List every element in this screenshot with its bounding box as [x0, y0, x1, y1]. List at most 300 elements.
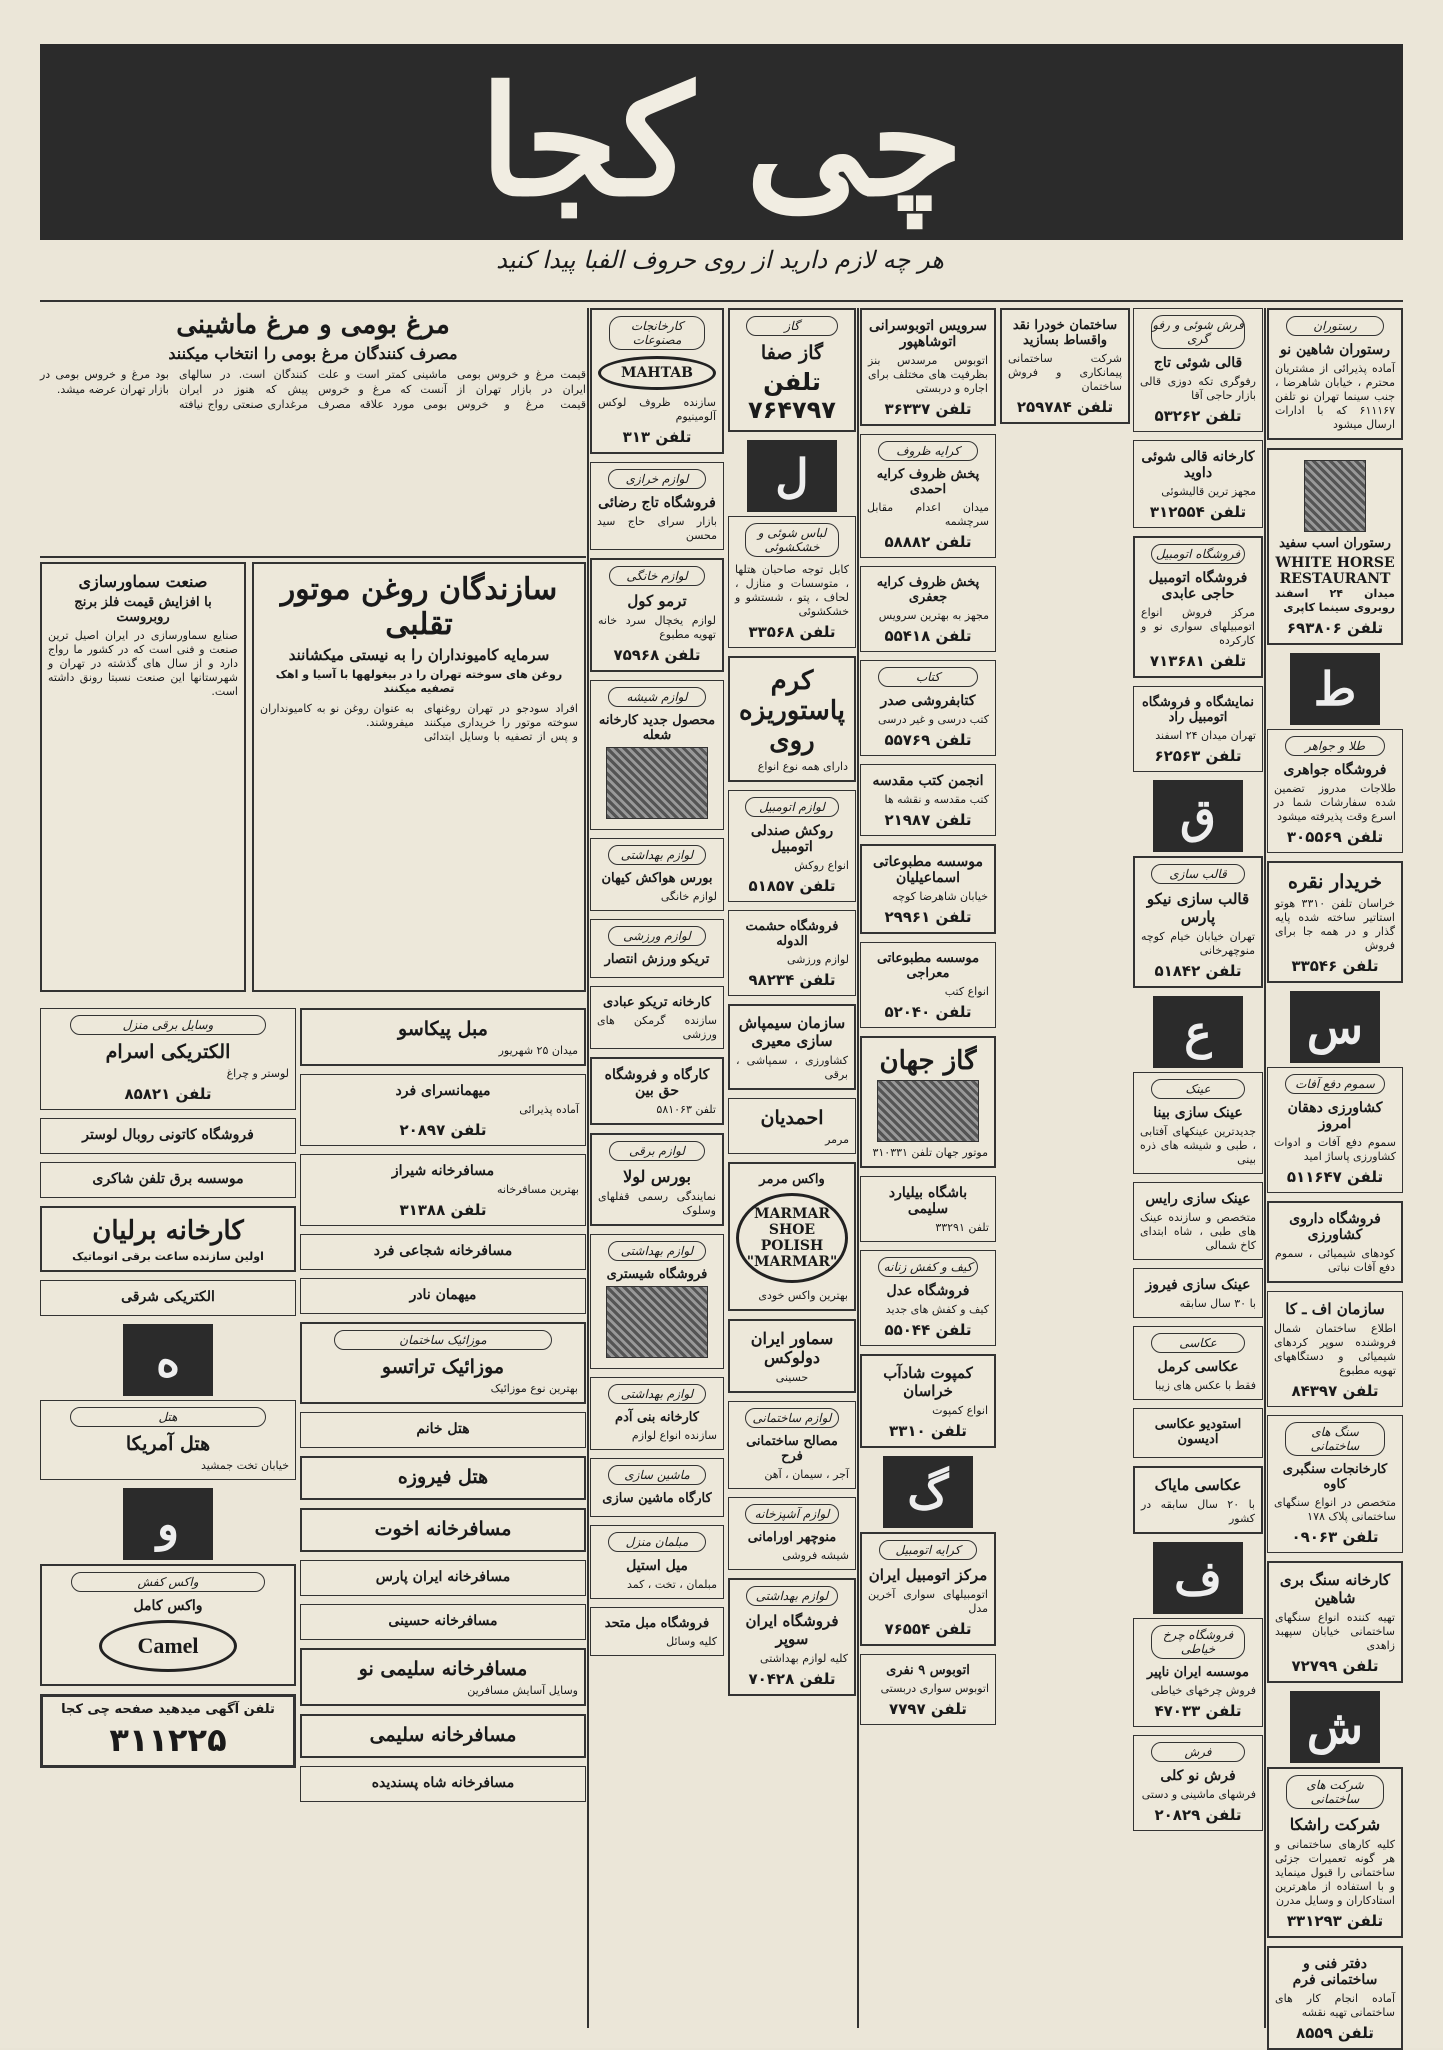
section-header: لوازم برقی — [609, 1141, 705, 1161]
letter-block: ط — [1290, 653, 1380, 725]
kitchen-ad — [728, 1497, 856, 1570]
article-rule — [40, 556, 586, 558]
section-header: هتل — [70, 1407, 266, 1427]
ad-tel: تلفن ۸۵۵۹ — [1296, 2024, 1374, 2042]
ad-title: فرش نو کلی — [1160, 1768, 1236, 1784]
column-6 — [300, 1008, 586, 2028]
section-header: موزائیک ساختمان — [334, 1330, 552, 1350]
camel-ad — [40, 1564, 296, 1686]
ad-tel: تلفن ۷۶۵۵۴ — [884, 1620, 972, 1638]
section-header: لوازم بهداشتی — [608, 1241, 706, 1261]
section-header: وسایل برقی منزل — [70, 1015, 266, 1035]
stone2-ad — [1267, 1561, 1403, 1683]
ad-tel: ۳۱۱۲۲۵ — [109, 1721, 227, 1759]
vip-ad — [40, 1162, 296, 1198]
ad-title: کمپوت شادآب خراسان — [883, 1364, 973, 1400]
ad-title: باشگاه بیلیارد سلیمی — [888, 1185, 968, 1217]
ad-title: دفتر فنی و ساختمانی فرم — [1292, 1956, 1378, 1988]
elec2-ad — [40, 1280, 296, 1316]
hotel3-ad — [300, 1234, 586, 1270]
ad-title: موسسه برق تلفن شاکری — [92, 1171, 244, 1187]
ad-text: کودهای شیمیائی ، سموم دفع آفات نباتی — [1275, 1247, 1395, 1274]
ad-title: مسافرخانه سلیمی نو — [358, 1658, 528, 1680]
ad-title: میهمانسرای فرد — [395, 1083, 491, 1099]
ad-text: سموم دفع آفات و ادوات کشاورزی پاساژ امید — [1274, 1136, 1396, 1163]
ad-title: انجمن کتب مقدسه — [872, 773, 984, 789]
ad-title: سماور ایران دولوکس — [750, 1329, 834, 1367]
ad-text: اتومبیلهای سواری آخرین مدل — [868, 1588, 988, 1615]
ad-tel: تلفن ۲۰۸۲۹ — [1154, 1806, 1242, 1824]
ad-tel: تلفن ۳۱۳ — [622, 428, 692, 446]
ad-text: خیابان شاهرضا کوچه — [892, 890, 988, 903]
ad-text: اولین سازنده ساعت برقی اتوماتیک — [72, 1250, 264, 1263]
ad-title: کارخانه قالی شوئی داوید — [1141, 449, 1255, 481]
tools-ad — [728, 790, 856, 902]
article-subheadline: با افزایش قیمت فلز برنج روبروست — [74, 595, 212, 625]
marmar-logo — [736, 1193, 848, 1283]
ad-title: نمایشگاه و فروشگاه اتومبیل راد — [1141, 695, 1255, 725]
ad-title: رستوران اسب سفید — [1279, 536, 1391, 551]
column-divider — [1264, 308, 1266, 2028]
ad-text: آماده پذیرائی از مشتریان محترم ، خیابان شاهرضا ، جنب سینما تهران نو تلفن ۶۱۱۱۶۷ که با ادارات ارسال میشود — [1275, 362, 1395, 431]
ad-title: الکتریکی شرقی — [121, 1289, 215, 1305]
column-1 — [1267, 308, 1403, 2042]
ad-title: پخش ظروف کرایه احمدی — [876, 467, 980, 497]
column-2b — [1133, 308, 1263, 2028]
ad-title: شرکت راشکا — [1289, 1815, 1381, 1834]
ad-tel: تلفن ۲۹۹۶۱ — [884, 908, 972, 926]
samovar-article — [40, 562, 246, 1002]
ad-text: آجر ، سیمان ، آهن — [764, 1468, 849, 1481]
books2-ad — [860, 764, 996, 836]
ad-title: کتابفروشی صدر — [880, 693, 976, 709]
ad-text: تلفن ۵۸۱۰۶۳ — [656, 1103, 716, 1116]
ad-tel: تلفن ۷۰۴۲۸ — [748, 1670, 836, 1688]
article-body: قیمت مرغ و خروس بومی ایران در بازار تهران از قیمت مرغ و خروس ماشینی کمتر است و علت آنست که مرغ و خروس بومی مورد علاقه مصرف کنندگان است. در سالهای پیش که هنوز در ایران مرغداری صنعتی رواج نیافته بود مرغ و خروس بومی در بازار تهران عرضه میشد. — [40, 368, 586, 411]
glass-ad — [590, 680, 724, 830]
ad-tel: تلفن ۳۳۱۰ — [889, 1422, 967, 1440]
column-5 — [590, 308, 724, 2028]
thermo-ad — [590, 558, 724, 672]
ad-title: اتوبوس ۹ نفری — [886, 1663, 970, 1678]
pasteur-ad — [728, 656, 856, 782]
ad-text: لوازم ورزشی — [786, 953, 849, 966]
ad-text: کتب مقدسه و نقشه ها — [884, 793, 989, 806]
letter-block: ش — [1290, 1691, 1380, 1763]
ad-title: فروشگاه مبل متحد — [604, 1616, 710, 1631]
ad-tel: تلفن ۵۲۰۴۰ — [884, 1003, 972, 1021]
mold-ad — [1133, 856, 1263, 988]
ad-title: هتل فیروزه — [397, 1466, 489, 1488]
ad-title: فروشگاه اتومبیل حاجی عابدی — [1148, 570, 1248, 602]
ad-text: خیابان تخت جمشید — [201, 1459, 289, 1472]
ad-tel: تلفن ۰۹۰۶۳ — [1291, 1528, 1379, 1546]
ad-title: سازمان سیمپاش سازی معیری — [738, 1014, 846, 1050]
ad-title: موسسه ایران ناپیر — [1146, 1665, 1250, 1680]
ad-tel: تلفن ۷۷۹۷ — [889, 1700, 967, 1718]
carpet2-ad — [1133, 440, 1263, 528]
ad-text: کلیه کارهای ساختمانی و هر گونه تعمیرات جزئی ساختمانی را قبول مینماید و با استفاده از ماهرترین استادکاران و وسایل مدرن — [1275, 1838, 1395, 1907]
ad-title: استودیو عکاسی ادیسون — [1154, 1417, 1242, 1447]
ad-title: کرم پاستوریزه روی — [739, 666, 845, 756]
article-subheadline-2: روغن های سوخته تهران را در بیغولهها با آسیا و اهک تصفیه میکنند — [275, 668, 563, 695]
ad-title: عینک سازی بینا — [1153, 1105, 1243, 1121]
ad-text: مبلمان ، تخت ، کمد — [626, 1578, 717, 1591]
ad-title: واکس مرمر — [759, 1172, 825, 1187]
letter-block: و — [123, 1488, 213, 1560]
ad-text: طلاجات مدروز تضمین شده سفارشات شما در اسرع وقت پذیرفته میشود — [1274, 782, 1396, 823]
letter-block: ع — [1153, 996, 1243, 1068]
ad-title: کارخانه بنی آدم — [615, 1410, 699, 1425]
ad-tel: تلفن ۹۸۲۳۴ — [748, 971, 836, 989]
ad-tel: تلفن ۴۷۰۳۳ — [1154, 1702, 1242, 1720]
elec-ad — [40, 1008, 296, 1110]
ad-text: انواع روکش — [794, 859, 849, 872]
ad-text: فروش چرخهای خیاطی — [1150, 1684, 1256, 1697]
mosaic-ad — [300, 1322, 586, 1404]
factory-ad — [590, 308, 724, 454]
hotel8-ad — [300, 1560, 586, 1596]
rental2-ad — [860, 566, 996, 652]
jewel-ad — [1267, 729, 1403, 853]
section-header: لوازم ساختمانی — [745, 1408, 838, 1428]
trading-ad — [590, 462, 724, 550]
column-2 — [1000, 308, 1130, 2028]
company-ad — [1267, 1767, 1403, 1938]
billiard-ad — [860, 1176, 996, 1242]
header-rule — [40, 300, 1403, 302]
ad-title: میل استیل — [626, 1558, 688, 1574]
ad-text: بهترین مسافرخانه — [497, 1183, 579, 1196]
ad-tel: تلفن ۵۳۲۶۲ — [1154, 407, 1242, 425]
hotel10-ad — [300, 1648, 586, 1706]
section-header: رستوران — [1286, 316, 1384, 336]
ad-text: مجهز ترین قالیشوئی — [1161, 485, 1256, 498]
samovar-ad — [728, 1319, 856, 1393]
photo3-ad — [1133, 1408, 1263, 1458]
ad-title: رستوران شاهین نو — [1279, 342, 1391, 358]
ad-text: نمایندگی رسمی قفلهای وسلوک — [598, 1190, 716, 1217]
section-header: لوازم اتومبیل — [745, 797, 838, 817]
ad-title: هتل آمریکا — [125, 1433, 211, 1455]
ad-text: کشاورزی ، سمپاشی ، برقی — [736, 1054, 848, 1081]
ad-title: مسافرخانه سلیمی — [369, 1724, 517, 1746]
ad-tel: تلفن ۶۲۵۶۳ — [1154, 747, 1242, 765]
carpet-ad — [1133, 308, 1263, 432]
grill-image-icon — [606, 747, 708, 819]
lux-ad — [40, 1118, 296, 1154]
car2-ad — [860, 1036, 996, 1168]
ad-text: حسینی — [775, 1371, 809, 1384]
ad-text: کتب درسی و غیر درسی — [878, 713, 989, 726]
ad-title: ترمو کول — [627, 592, 687, 610]
logo-text: MAHTAB — [621, 365, 693, 381]
sew-ad — [1133, 1618, 1263, 1727]
ad-text: مرمر — [825, 1133, 849, 1146]
furn2-ad — [590, 1607, 724, 1656]
berlian-ad — [40, 1206, 296, 1272]
chicken-article — [40, 308, 586, 550]
ad-tel: تلفن ۵۸۸۸۲ — [884, 533, 972, 551]
ad-text: دارای همه نوع انواع — [757, 760, 848, 773]
hotel11-ad — [300, 1714, 586, 1758]
ad-title: موسسه مطبوعاتی معراجی — [876, 951, 980, 981]
ad-tel: تلفن ۸۴۳۹۷ — [1291, 1382, 1379, 1400]
shoes-ad — [860, 1250, 996, 1346]
ad-text: خراسان تلفن ۳۳۱۰ هوتو استاتیر ساخته شده پایه گذار و در همه جا برای فروش — [1275, 897, 1395, 952]
section-header: لوازم ورزشی — [608, 926, 706, 946]
ad-title: فروشگاه تاج رضائی — [598, 495, 716, 511]
restaurant-ad — [1267, 308, 1403, 440]
ad-tel: تلفن ۳۳۵۶۸ — [748, 623, 836, 641]
ad-title: کارخانه سنگ بری شاهین — [1279, 1571, 1391, 1607]
ad-title: گاز جهان — [879, 1046, 977, 1076]
ad-tel: تلفن ۳۳۱۲۹۳ — [1286, 1912, 1384, 1930]
sport-ad — [728, 910, 856, 996]
whitehorse-ad — [1267, 448, 1403, 645]
article-body: افراد سودجو در تهران روغنهای سوخته موتور را خریداری میکنند و پس از تصفیه با وسایل ابتدائی به عنوان روغن نو به کامیونداران میفروشند. — [260, 702, 578, 743]
ad-title: منوچهر اورامانی — [747, 1530, 837, 1545]
compote-ad — [860, 1354, 996, 1448]
ad-tel: تلفن ۵۵۰۴۴ — [884, 1321, 972, 1339]
office-ad — [1267, 1946, 1403, 2050]
logo-line-3: "MARMAR" — [746, 1254, 838, 1270]
ring-ad — [590, 1234, 724, 1369]
photo2-ad — [1133, 1466, 1263, 1534]
article-subheadline: سرمایه کامیونداران را به نیستی میکشانند — [288, 646, 550, 664]
optic3-ad — [1133, 1268, 1263, 1318]
ad-tel: تلفن ۵۵۴۱۸ — [884, 627, 972, 645]
ad-text: تهران خیابان خیام کوچه منوچهرخانی — [1141, 930, 1255, 957]
ad-tel: تلفن ۳۰۵۵۶۹ — [1286, 828, 1384, 846]
picasso-ad — [300, 1008, 586, 1066]
ad-text: اطلاع ساختمان شمال فروشنده سوپر کردهای شیمیائی و دستگاههای تهویه مطبوع — [1274, 1322, 1396, 1377]
ad-text: بهترین واکس خودی — [758, 1289, 848, 1302]
photo-ad — [1133, 1326, 1263, 1400]
ad-title: کشاورزی دهقان امروز — [1287, 1100, 1383, 1132]
column-7 — [40, 1008, 296, 2028]
letter-block: گ — [883, 1456, 973, 1528]
ad-text: تهیه کننده انواع سنگهای ساختمانی خیابان سپهبد زاهدی — [1275, 1611, 1395, 1652]
article-headline: صنعت سماورسازی — [78, 572, 208, 591]
ad-tel: تلفن ۶۹۳۸۰۶ — [1286, 619, 1384, 637]
optic2-ad — [1133, 1182, 1263, 1260]
ad-title: فروشگاه داروی کشاورزی — [1289, 1211, 1381, 1243]
ad-title: مسافرخانه شجاعی فرد — [373, 1243, 513, 1259]
ad-title: قالب سازی نیکو پارس — [1146, 890, 1250, 926]
ad-text: مجهز به بهترین سرویس — [878, 609, 989, 622]
column-divider — [857, 308, 859, 2028]
ad-title: عکاسی کرمل — [1157, 1359, 1239, 1375]
section-header: عکاسی — [1151, 1333, 1246, 1353]
ad-title: کارخانجات سنگبری کاوه — [1282, 1462, 1388, 1492]
hotel6-ad — [300, 1456, 586, 1500]
ad-title: قالی شوئی تاج — [1153, 355, 1243, 371]
car-ad — [1000, 308, 1130, 424]
ad-tel: تلفن ۵۱۱۶۴۷ — [1286, 1168, 1384, 1186]
sport2-ad — [590, 919, 724, 978]
ad-tel: تلفن ۲۵۹۷۸۴ — [1016, 398, 1114, 416]
masthead-tagline: هر چه لازم دارید از روی حروف الفبا پیدا کنید — [496, 246, 944, 274]
section-header: کیف و کفش زنانه — [878, 1257, 978, 1277]
ad-tel: تلفن ۸۵۸۲۱ — [124, 1085, 212, 1103]
books-ad — [860, 660, 996, 756]
logo-line-2: SHOE POLISH — [760, 1222, 824, 1254]
column-3 — [860, 308, 996, 2028]
article-box — [252, 562, 586, 992]
pharm-ad — [1267, 1201, 1403, 1283]
ad-tel: تلفن ۲۰۸۹۷ — [399, 1121, 487, 1139]
ad-title: تریکو ورزش انتصار — [604, 952, 710, 967]
section-header: لوازم بهداشتی — [608, 845, 706, 865]
ad-title: کارخانه برلیان — [92, 1216, 244, 1246]
ad-text: تلفن آگهی میدهید صفحه چی کجا — [61, 1702, 275, 1717]
ad-title: ساختمان خودرا نقد واقساط بسازید — [1012, 318, 1118, 348]
ad-tel: تلفن ۵۱۸۴۲ — [1154, 962, 1242, 980]
ad-text: تلفن ۳۳۲۹۱ — [935, 1221, 989, 1234]
article-body: صنایع سماورسازی در ایران اصیل ترین صنعت و فنی است که در کشور ما رواج دارد و از سال های گذشته در تهران و شهرستانها این صنعت نسبتا رونق داشته است. — [48, 629, 238, 698]
section-header: گاز — [746, 316, 838, 336]
ad-text: کلیه وسائل — [666, 1635, 717, 1648]
ad-text: فرشهای ماشینی و دستی — [1141, 1788, 1256, 1801]
ad-en-subtitle: RESTAURANT — [1279, 571, 1391, 587]
ad-title: میهمان نادر — [409, 1287, 477, 1303]
ad-text: متخصص و سازنده عینک های طبی ، شاه ابتدای کاخ شمالی — [1140, 1211, 1256, 1252]
ad-tel: تلفن ۳۶۳۳۷ — [884, 400, 972, 418]
hotel2-ad — [300, 1154, 586, 1226]
ad-title: کارخانه تریکو عبادی — [603, 995, 711, 1010]
ad-phone-box — [40, 1694, 296, 1768]
ad-tel: تلفن ۳۱۳۸۸ — [399, 1201, 487, 1219]
ad-text: شرکت ساختمانی پیمانکاری و فروش ساختمان — [1008, 352, 1122, 393]
ad-text: سازنده انواع لوازم — [631, 1429, 717, 1442]
autoshop-ad — [1133, 536, 1263, 678]
bell-ad — [590, 1377, 724, 1450]
hotel4-ad — [300, 1278, 586, 1314]
heat-ad — [590, 838, 724, 911]
ad-tel: تلفن ۳۱۲۵۵۴ — [1149, 503, 1247, 521]
ad-title: موسسه مطبوعاتی اسماعیلیان — [873, 854, 983, 886]
ad-text: تهران میدان ۲۴ اسفند — [1155, 729, 1256, 742]
ad-title: احمدیان — [760, 1107, 824, 1129]
ad-title: مبل پیکاسو — [398, 1018, 488, 1040]
ad-tel: تلفن ۷۲۷۹۹ — [1291, 1657, 1379, 1675]
ad-text: شیشه فروشی — [782, 1549, 849, 1562]
letter-block: ف — [1153, 1542, 1243, 1614]
build-ad — [728, 1401, 856, 1489]
optic-ad — [1133, 1072, 1263, 1174]
section-header: کتاب — [878, 667, 978, 687]
print2-ad — [860, 942, 996, 1028]
ad-tel: تلفن ۲۱۹۸۷ — [884, 811, 972, 829]
ad-tel: تلفن ۷۵۹۶۸ — [613, 646, 701, 664]
ad-tel: تلفن ۵۱۸۵۷ — [748, 877, 836, 895]
ad-title: مسافرخانه شیراز — [391, 1163, 495, 1179]
ad-text: مرکز فروش انواع اتومبیلهای سواری نو و کارکرده — [1141, 606, 1255, 647]
section-header: لوازم بهداشتی — [608, 1384, 706, 1404]
hotel-america-ad — [40, 1400, 296, 1480]
ad-text: لوازم یخچال سرد خانه تهویه مطبوع — [598, 614, 716, 641]
ad-text: متخصص در انواع سنگهای ساختمانی پلاک ۱۷۸ — [1274, 1496, 1396, 1523]
ad-text: موتور جهان تلفن ۳۱۰۳۳۱ — [872, 1146, 988, 1159]
section-header: عینک — [1151, 1079, 1246, 1099]
ad-text: آماده انجام کار های ساختمانی تهیه نقشه — [1275, 1992, 1395, 2019]
seeds-ad — [1267, 1067, 1403, 1193]
letter-block: ل — [747, 440, 837, 512]
section-header: کرایه ظروف — [878, 441, 978, 461]
ad-title: عینک سازی رایس — [1145, 1191, 1251, 1207]
section-header: لوازم خرازی — [608, 469, 706, 489]
column-4 — [728, 308, 856, 2028]
article-headline: مرغ بومی و مرغ ماشینی — [176, 310, 450, 340]
lola-ad — [590, 1133, 724, 1226]
dye-ad — [728, 516, 856, 648]
bus-ad — [860, 308, 996, 426]
bus2-ad — [860, 1654, 996, 1725]
letter-block: س — [1290, 991, 1380, 1063]
section-header: لوازم آشپزخانه — [745, 1504, 838, 1524]
ad-title: واکس کامل — [133, 1598, 203, 1614]
ad-title: بورس هواکش کیهان — [601, 871, 713, 886]
ad-title: فروشگاه ایران سوپر — [745, 1612, 839, 1648]
ad-title: فروشگاه عدل — [886, 1283, 970, 1299]
ad-text: میدان ۲۵ شهریور — [498, 1044, 578, 1057]
ad-title: خریدار نقره — [1288, 871, 1382, 893]
ad-tel: تلفن ۵۵۷۶۹ — [884, 731, 972, 749]
ad-text: جدیدترین عینکهای آفتابی ، طبی و شیشه های ذره بینی — [1140, 1125, 1256, 1166]
ad-text: فقط با عکس های زیبا — [1154, 1379, 1256, 1392]
ad-title: محصول جدید کارخانه شعله — [598, 713, 716, 743]
ad-text: بهترین نوع موزائیک — [490, 1382, 578, 1395]
section-header: لوازم شیشه — [608, 687, 706, 707]
rental-ad — [860, 434, 996, 558]
ad-title: روکش صندلی اتومبیل — [750, 823, 834, 855]
ad-text: سازنده گرمکن های ورزشی — [597, 1014, 717, 1041]
ad-text: بازار سرای حاج سید محسن — [597, 515, 717, 542]
letter-block: ق — [1153, 780, 1243, 852]
ad-tel: تلفن ۷۱۳۶۸۱ — [1149, 652, 1247, 670]
ad-title: پخش ظروف کرایه جعفری — [876, 575, 980, 605]
section-header: فرش شوئی و رفو گری — [1151, 315, 1246, 349]
ad-title: مصالح ساختمانی فرح — [746, 1434, 838, 1464]
ad-title: مرکز اتومبیل ایران — [868, 1566, 988, 1584]
ahmadian-ad — [728, 1098, 856, 1154]
section-header: طلا و جواهر — [1285, 736, 1385, 756]
section-header: لوازم خانگی — [609, 566, 705, 586]
ad-text: انواع کتب — [944, 985, 989, 998]
logo-text: Camel — [137, 1633, 199, 1658]
gas-ad — [728, 308, 856, 432]
carcenter-ad — [860, 1532, 996, 1646]
section-header: لباس شوئی و خشکشوئی — [745, 523, 838, 557]
zip-ad — [590, 1458, 724, 1517]
ad-text: انواع کمپوت — [932, 1404, 988, 1417]
section-header: فروشگاه چرخ خیاطی — [1151, 1625, 1246, 1659]
hotel9-ad — [300, 1604, 586, 1640]
ad-text: با ۲۰ سال سابقه در کشور — [1141, 1498, 1255, 1525]
section-header: کارخانجات مصنوعات — [609, 316, 705, 350]
hotel-ad — [300, 1074, 586, 1146]
section-header: شرکت های ساختمانی — [1286, 1775, 1384, 1809]
ad-text: اتوبوس مرسدس بنز بظرفیت های مختلف برای اجاره و دربستی — [868, 354, 988, 395]
article-subheadline: مصرف کنندگان مرغ بومی را انتخاب میکنند — [168, 344, 458, 363]
ad-title: الکتریکی اسرام — [105, 1041, 231, 1063]
ad-text: لوستر و چراغ — [226, 1067, 289, 1080]
horse-logo-icon — [1304, 460, 1366, 532]
ad-title: فروشگاه شیستری — [606, 1267, 708, 1282]
cement-ad — [728, 1004, 856, 1090]
ad-title: موزائیک تراتسو — [381, 1356, 505, 1378]
